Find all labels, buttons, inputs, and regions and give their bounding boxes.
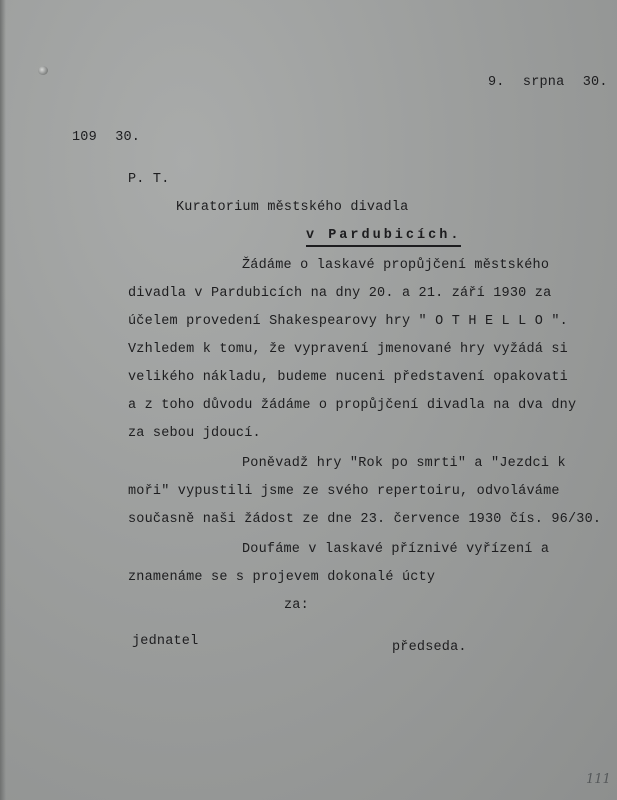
paragraph-1-line: a z toho důvodu žádáme o propůjčení divadla na dva dny [128,398,577,413]
paragraph-1-line: za sebou jdoucí. [128,426,261,441]
paragraph-3-line: znamenáme se s projevem dokonalé úcty [128,570,436,585]
letter-date: 9. srpna 30. [488,75,608,90]
paragraph-1-line: Vzhledem k tomu, že vypravení jmenované hry vyžádá si [128,342,568,357]
closing-za: za: [284,598,309,613]
paragraph-1-line: účelem provedení Shakespearovy hry " O T H E L L O ". [128,314,568,329]
addressee-line-1: Kuratorium městského divadla [176,200,409,215]
addressee-line-2: v Pardubicích. [306,228,461,247]
signatory-predseda: předseda. [392,640,467,655]
salutation: P. T. [128,172,170,187]
paragraph-1-line: velikého nákladu, budeme nuceni představení opakovati [128,370,568,385]
page-edge-shadow [0,0,6,800]
paragraph-1-line: Žádáme o laskavé propůjčení městského [242,258,550,273]
paragraph-3-line: Doufáme v laskavé příznivé vyřízení a [242,542,550,557]
paragraph-2-line: moři" vypustili jsme ze svého repertoiru, odvoláváme [128,484,560,499]
paragraph-1-line: divadla v Pardubicích na dny 20. a 21. září 1930 za [128,286,552,301]
punch-hole [38,66,48,75]
signatory-jednatel: jednatel [132,634,199,649]
reference-number: 109 30. [72,130,141,145]
paragraph-2-line: Poněvadž hry "Rok po smrti" a "Jezdci k [242,456,566,471]
paragraph-2-line: současně naši žádost ze dne 23. července 1930 čís. 96/30. [128,512,602,527]
pencil-page-number: 111 [586,772,611,787]
